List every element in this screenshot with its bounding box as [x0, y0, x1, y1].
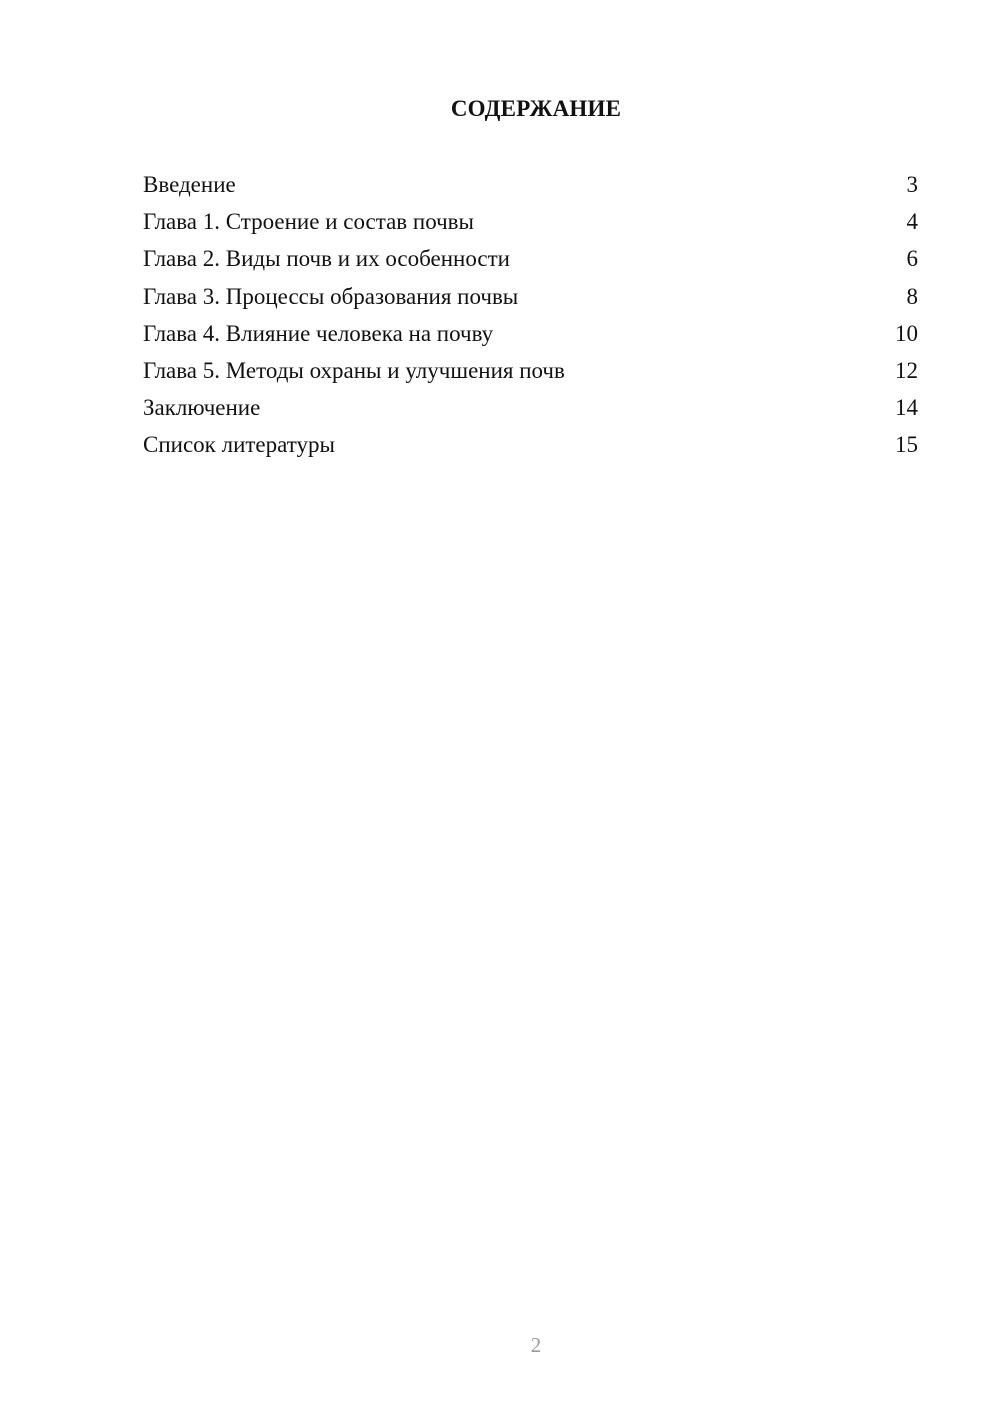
toc-entry-page: 12 — [895, 357, 918, 383]
toc-entry-page: 15 — [895, 432, 918, 458]
toc-entry-introduction — [143, 166, 918, 203]
toc-entry-page: 10 — [895, 320, 918, 346]
toc-entry-label: Список литературы — [143, 432, 335, 458]
toc-entry-page: 4 — [906, 209, 918, 235]
toc-entry-chapter-5 — [143, 352, 918, 389]
toc-entry-label: Глава 3. Процессы образования почвы — [143, 283, 519, 309]
toc-entry-chapter-3 — [143, 278, 918, 315]
toc-title: СОДЕРЖАНИЕ — [450, 96, 622, 121]
toc-entry-chapter-1 — [143, 203, 918, 240]
toc-entry-label: Введение — [143, 172, 236, 197]
toc-entry-chapter-2 — [143, 240, 918, 277]
toc-entry-label: Глава 2. Виды почв и их особенности — [143, 246, 510, 272]
toc-entry-conclusion — [143, 389, 918, 426]
toc-entry-page: 8 — [906, 283, 918, 309]
toc-entry-label: Заключение — [143, 395, 261, 421]
toc-entry-label: Глава 4. Влияние человека на почву — [143, 320, 494, 346]
page-number: 2 — [530, 1333, 542, 1357]
toc-entry-chapter-4 — [143, 315, 918, 352]
toc-list — [143, 166, 918, 464]
toc-entry-label: Глава 5. Методы охраны и улучшения почв — [143, 357, 565, 383]
toc-entry-page: 14 — [895, 395, 918, 421]
toc-entry-page: 3 — [906, 172, 918, 197]
toc-entry-references — [143, 426, 918, 463]
toc-entry-page: 6 — [906, 246, 918, 272]
toc-entry-label: Глава 1. Строение и состав почвы — [143, 209, 474, 235]
